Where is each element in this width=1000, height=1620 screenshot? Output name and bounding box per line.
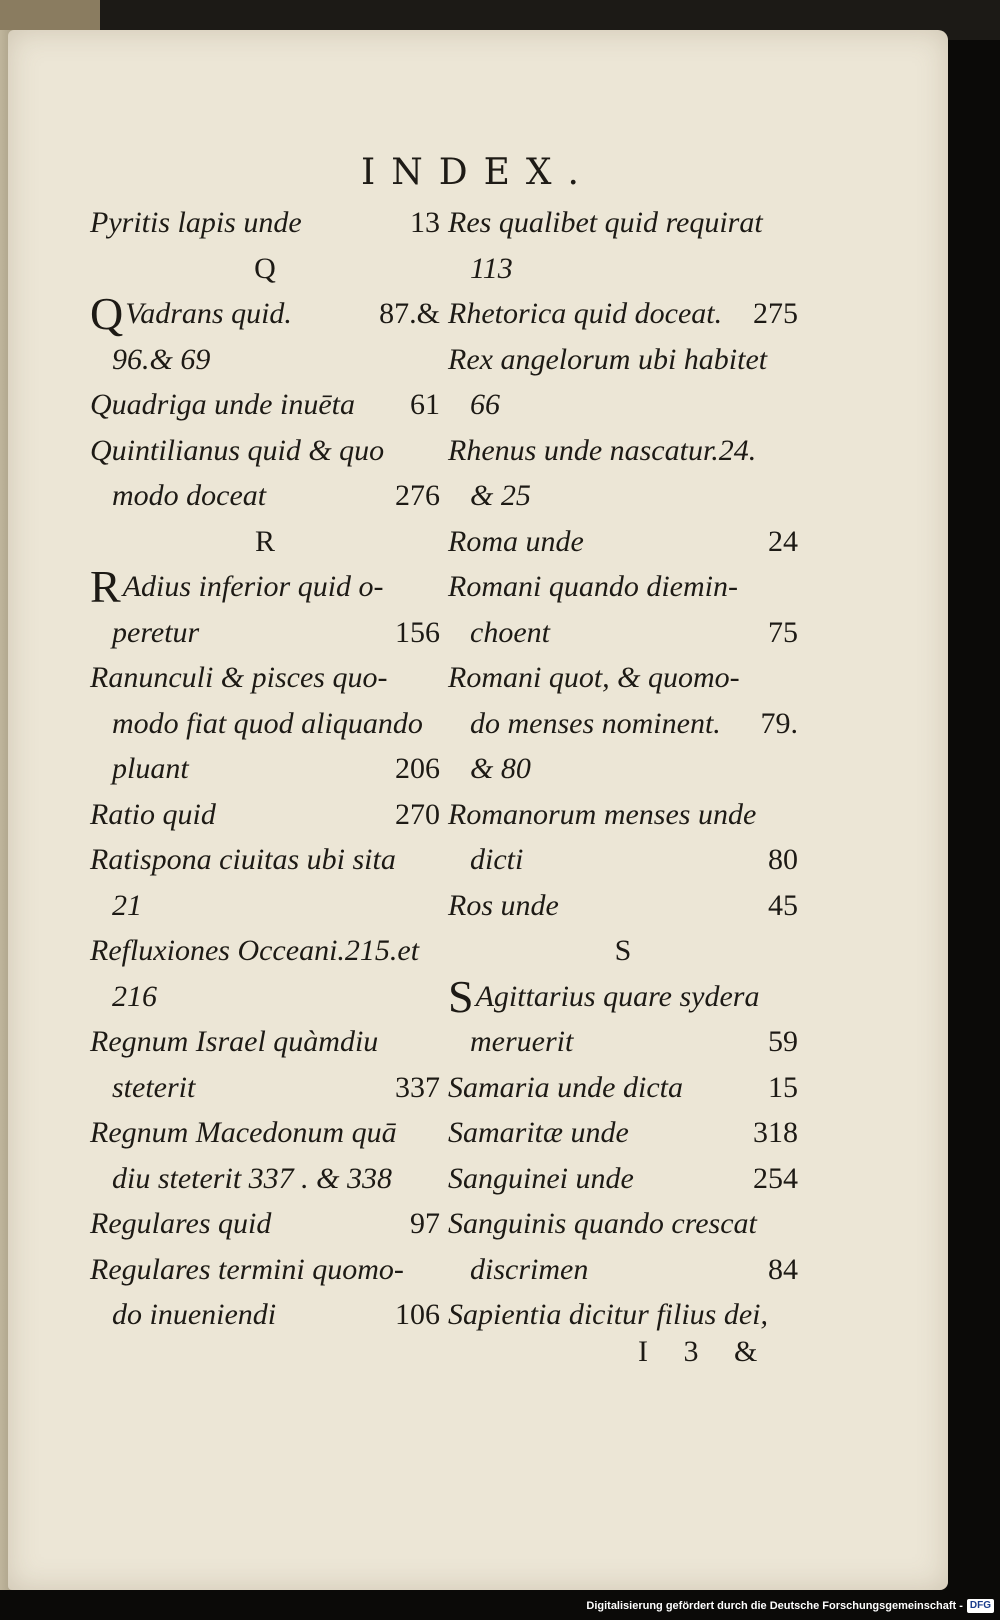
- index-entry: [448, 246, 798, 292]
- index-page-number: 61: [410, 388, 440, 421]
- index-entry: [448, 1201, 798, 1247]
- index-entry-body: Adius inferior quid o-: [122, 570, 384, 603]
- index-entry: [448, 291, 798, 337]
- index-entry-text: [448, 1201, 757, 1247]
- index-entry: [90, 974, 440, 1020]
- index-entry-text: [90, 382, 355, 428]
- index-section-letter: S: [614, 934, 632, 967]
- index-entry-body: Vadrans quid.: [125, 297, 292, 330]
- index-entry-body: Ratispona ciuitas ubi sita: [90, 843, 396, 876]
- index-entry: [448, 564, 798, 610]
- index-entry: [448, 337, 798, 383]
- index-entry-body: dicti: [470, 843, 524, 876]
- index-page-number: 254: [753, 1161, 798, 1195]
- index-entry-text: [90, 428, 384, 474]
- index-page-number: 75: [768, 615, 798, 649]
- right-column: [448, 200, 798, 1338]
- signature-mark: I 3: [638, 1335, 713, 1368]
- index-entry-text: [448, 1110, 629, 1156]
- index-entry: [448, 382, 798, 428]
- index-entry-text: [448, 291, 722, 337]
- index-entry: [448, 200, 798, 246]
- index-entry-text: [112, 701, 423, 747]
- index-section-letter: Q: [254, 251, 276, 285]
- page-header: INDEX.: [361, 152, 595, 193]
- index-entry: [448, 746, 798, 792]
- index-entry-body: Agittarius quare sydera: [475, 979, 760, 1013]
- index-entry: [448, 792, 798, 838]
- index-entry-text: [448, 655, 740, 701]
- index-entry-body: Rex angelorum ubi habitet: [448, 342, 768, 376]
- index-entry: [448, 610, 798, 656]
- decorated-initial: R: [90, 561, 121, 612]
- index-entry: [448, 655, 798, 701]
- index-entry: [90, 1201, 440, 1247]
- index-entry: [448, 1247, 798, 1293]
- index-entry-body: modo fiat quod aliquando: [112, 706, 423, 740]
- index-entry: [448, 883, 798, 929]
- left-column: [90, 200, 440, 1338]
- index-entry-text: [448, 970, 760, 1022]
- index-page-number: 106: [395, 1298, 440, 1331]
- index-entry-text: [470, 610, 550, 656]
- index-entry-body: meruerit: [470, 1025, 574, 1058]
- index-entry: [90, 610, 440, 656]
- index-entry: [90, 655, 440, 701]
- index-entry-body: Rhetorica quid doceat.: [448, 297, 723, 330]
- index-entry-body: Ros unde: [448, 888, 559, 922]
- index-entry-text: [470, 1019, 573, 1065]
- decorated-initial: S: [448, 970, 474, 1022]
- index-entry: [90, 428, 440, 474]
- index-entry: [448, 701, 798, 747]
- index-entry-body: 21: [112, 888, 142, 922]
- index-entry: [448, 1110, 798, 1156]
- index-entry-body: Romani quot, & quomo-: [448, 661, 740, 694]
- index-entry-text: [112, 610, 199, 656]
- index-page-number: 24: [768, 524, 798, 558]
- index-entry-body: & 25: [470, 479, 531, 512]
- index-entry-body: peretur: [112, 615, 200, 649]
- index-entry-text: [90, 1247, 404, 1293]
- index-entry: [448, 837, 798, 883]
- index-page-number: 337: [395, 1070, 440, 1104]
- index-entry-text: [448, 564, 738, 610]
- index-entry-body: Regulares termini quomo-: [90, 1252, 404, 1286]
- index-entry: [90, 1019, 440, 1065]
- index-entry-text: [470, 746, 531, 792]
- index-entry-text: [470, 701, 721, 747]
- index-entry-body: modo doceat: [112, 479, 267, 512]
- index-entry-body: 216: [112, 979, 157, 1013]
- index-entry-text: [112, 746, 189, 792]
- index-entry: [448, 1292, 798, 1338]
- index-entry-body: pluant: [112, 752, 189, 785]
- index-entry-text: [448, 200, 763, 246]
- index-entry-text: [448, 883, 559, 929]
- index-entry-body: Romanorum menses unde: [448, 797, 757, 831]
- footer-text: Digitalisierung gefördert durch die Deutsche Forschungsgemeinschaft -: [586, 1600, 963, 1612]
- index-entry-text: [90, 561, 384, 612]
- index-entry-text: [112, 337, 210, 383]
- index-entry-body: Romani quando diemin-: [448, 570, 738, 603]
- index-entry-body: diu steterit 337 . & 338: [112, 1161, 392, 1195]
- index-entry-body: 96.& 69: [112, 342, 211, 376]
- index-entry: [90, 1110, 440, 1156]
- index-entry: [90, 337, 440, 383]
- index-entry-text: [90, 792, 216, 838]
- index-entry-body: Samaria unde dicta: [448, 1070, 683, 1104]
- index-entry: [90, 1156, 440, 1202]
- index-entry: [448, 473, 798, 519]
- index-page-number: 84: [768, 1252, 798, 1286]
- index-page-number: 59: [768, 1025, 798, 1058]
- index-entry: [90, 792, 440, 838]
- index-entry-text: [470, 473, 531, 519]
- signature-catchword: [638, 1335, 771, 1369]
- index-page-number: 156: [395, 615, 440, 649]
- dfg-logo: DFG: [967, 1599, 994, 1613]
- index-entry-text: [90, 1019, 378, 1065]
- index-entry-body: Rhenus unde nascatur.24.: [448, 433, 757, 467]
- index-entry-text: [112, 1156, 392, 1202]
- index-entry-body: Sanguinei unde: [448, 1161, 634, 1195]
- index-entry-text: [112, 473, 266, 519]
- index-entry-text: [112, 974, 157, 1020]
- index-entry-text: [470, 382, 500, 428]
- index-entry-body: Pyritis lapis unde: [90, 206, 302, 239]
- index-entry-body: Quadriga unde inuēta: [90, 388, 355, 421]
- index-entry-body: Samaritæ unde: [448, 1116, 629, 1149]
- index-entry-text: [90, 200, 302, 246]
- index-entry-body: 66: [470, 388, 500, 421]
- index-page-number: 97: [410, 1207, 440, 1240]
- index-page-number: 15: [768, 1070, 798, 1104]
- index-entry: [448, 970, 798, 1022]
- index-entry: [90, 1247, 440, 1293]
- index-entry-body: 113: [470, 251, 513, 285]
- index-page-number: 206: [395, 752, 440, 785]
- index-section-letter: R: [254, 524, 275, 558]
- index-entry-body: & 80: [470, 752, 531, 785]
- index-entry-text: [90, 928, 419, 974]
- index-page-number: 275: [753, 297, 798, 330]
- index-entry: [448, 519, 798, 565]
- index-entry-text: [448, 519, 584, 565]
- index-entry-body: Refluxiones Occeani.215.et: [90, 934, 420, 967]
- index-entry: [90, 473, 440, 519]
- index-entry-body: Roma unde: [448, 524, 584, 558]
- decorated-initial: Q: [90, 288, 124, 339]
- index-page-number: 79.: [760, 706, 798, 740]
- index-entry-text: [470, 246, 513, 292]
- index-entry-text: [470, 1247, 588, 1293]
- index-entry-text: [90, 655, 387, 701]
- index-entry-text: [90, 288, 292, 339]
- index-entry-text: [448, 337, 767, 383]
- index-entry: [90, 200, 440, 246]
- index-entry: [90, 928, 440, 974]
- index-entry-body: do menses nominent.: [470, 706, 721, 740]
- index-entry: [90, 382, 440, 428]
- index-page-number: 87.&: [379, 297, 440, 330]
- index-page-number: 13: [410, 206, 440, 239]
- index-entry-text: [470, 837, 523, 883]
- index-entry-text: [448, 1065, 683, 1111]
- index-entry: [90, 288, 440, 339]
- index-entry-body: do inueniendi: [112, 1298, 277, 1331]
- index-entry: [90, 837, 440, 883]
- index-entry: [448, 1156, 798, 1202]
- index-entry-text: [112, 1292, 276, 1338]
- index-entry-body: Regnum Israel quàmdiu: [90, 1025, 379, 1058]
- index-entry-text: [112, 1065, 195, 1111]
- index-entry-body: choent: [470, 615, 550, 649]
- index-entry-text: [448, 428, 756, 474]
- index-entry: [448, 428, 798, 474]
- index-page-number: 318: [753, 1116, 798, 1149]
- index-entry-body: Regnum Macedonum quā: [90, 1116, 397, 1149]
- index-entry-text: [90, 1201, 271, 1247]
- index-entry: [90, 883, 440, 929]
- index-entry-text: [448, 792, 756, 838]
- index-entry-text: [448, 1156, 634, 1202]
- index-page-number: 80: [768, 843, 798, 876]
- catchword: &: [734, 1335, 772, 1368]
- index-entry: [90, 561, 440, 612]
- index-entry-text: [90, 837, 396, 883]
- index-entry-body: Regulares quid: [90, 1207, 272, 1240]
- index-entry-text: [112, 883, 142, 929]
- index-entry: [90, 1292, 440, 1338]
- index-entry: [448, 1019, 798, 1065]
- index-page-number: 270: [395, 797, 440, 831]
- index-entry: [90, 746, 440, 792]
- index-entry: [90, 701, 440, 747]
- index-entry: [90, 1065, 440, 1111]
- index-entry-body: Sapientia dicitur filius dei,: [448, 1298, 768, 1331]
- index-page-number: 276: [395, 479, 440, 512]
- index-entry-text: [448, 1292, 768, 1338]
- digitization-footer: [586, 1598, 994, 1614]
- index-entry-body: Quintilianus quid & quo: [90, 433, 385, 467]
- index-entry-text: [90, 1110, 397, 1156]
- index-entry-body: Ranunculi & pisces quo-: [90, 661, 388, 694]
- index-entry-body: Sanguinis quando crescat: [448, 1207, 757, 1240]
- index-page-number: 45: [768, 888, 798, 922]
- index-entry-body: Res qualibet quid requirat: [448, 206, 763, 239]
- index-entry: [448, 1065, 798, 1111]
- index-entry-body: discrimen: [470, 1252, 589, 1286]
- index-entry-body: steterit: [112, 1070, 196, 1104]
- index-entry-body: Ratio quid: [90, 797, 216, 831]
- book-page: [8, 30, 948, 1590]
